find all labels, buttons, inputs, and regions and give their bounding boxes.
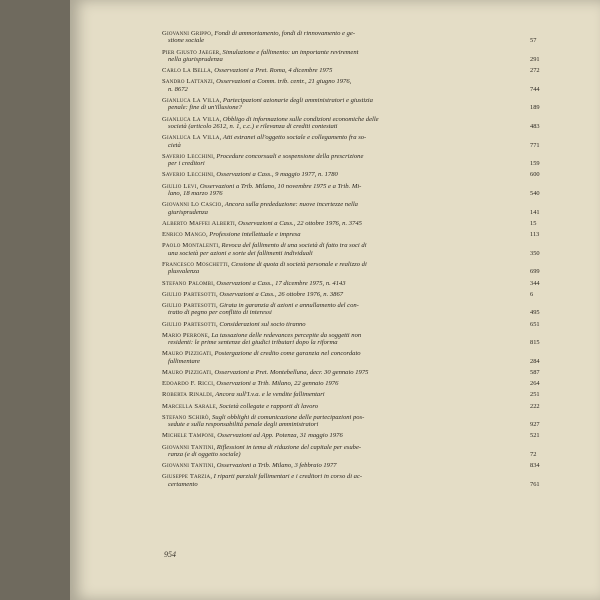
entry-title: Simulazione e fallimento: un importante revirement bbox=[222, 48, 359, 56]
entry-title-continuation: tratto di pegno per conflitto di interessi bbox=[168, 309, 272, 317]
entry-page-number: 927 bbox=[530, 421, 540, 429]
entry-author: Giulio Partesotti bbox=[162, 301, 217, 309]
entry-line: Giovanni Lo Cascio, Ancora sulla prededuzione: nuove incertezze nella bbox=[162, 201, 358, 209]
entry-author: Saverio Lecchini bbox=[162, 152, 214, 160]
entry-line: Edoardo F. Ricci, Osservazioni a Trib. Milano, 22 gennaio 1976 bbox=[162, 380, 339, 388]
entry-author: Giovanni Tantini bbox=[162, 443, 214, 451]
book-page bbox=[70, 0, 600, 600]
entry-author: Gianluca La Villa bbox=[162, 115, 220, 123]
entry-page-number: 834 bbox=[530, 462, 540, 470]
entry-title: Cessione di quota di società personale e realizzo di bbox=[231, 260, 367, 268]
entry-author: Giovanni Grippo bbox=[162, 30, 212, 37]
entry-title: Società collegate e rapporti di lavoro bbox=[219, 402, 319, 410]
entry-author: Mario Perrone bbox=[162, 331, 209, 339]
entry-author: Sandro Lattanzi bbox=[162, 78, 213, 86]
entry-title-continuation: fallimentare bbox=[168, 357, 200, 365]
entry-line: Michele Tamponi, Osservazioni ad App. Potenza, 31 maggio 1976 bbox=[162, 432, 343, 440]
entry-title: Professione intellettuale e impresa bbox=[209, 231, 301, 239]
entry-title: La tassazione delle redevances percepite da soggetti non bbox=[211, 331, 362, 339]
entry-author: Stefano Schirò bbox=[162, 413, 209, 421]
entry-line: Saverio Lecchini, Procedure concorsuali e sospensione della prescrizione bbox=[162, 152, 364, 160]
entry-line: Giulio Levi, Osservazioni a Trib. Milano, 10 novembre 1975 e a Trib. Mi- bbox=[162, 182, 362, 190]
index-entry bbox=[162, 432, 540, 440]
index-entry bbox=[162, 152, 540, 168]
entry-author: Mauro Pizzigati bbox=[162, 350, 212, 358]
index-entry bbox=[162, 30, 537, 45]
entry-author: Marcella Sarale bbox=[162, 402, 216, 410]
entry-line: Gianluca La Villa, Atti estranei all'oggetto sociale e collegamento fra so- bbox=[162, 134, 367, 142]
entry-title-continuation: una società per azioni e sorte dei fallimenti individuali bbox=[168, 249, 313, 257]
entry-title-continuation: plusvalenza bbox=[168, 268, 200, 276]
entry-page-number: 291 bbox=[530, 56, 540, 64]
index-entry bbox=[162, 279, 540, 287]
entry-title: Osservazioni a Pret. Roma, 4 dicembre 1975 bbox=[214, 67, 333, 75]
entry-author: Mauro Pizzigati bbox=[162, 368, 212, 376]
entry-title: Postergazione di credito come garanzia nel concordato bbox=[214, 350, 361, 358]
entry-title: Osservazioni a Trib. Milano, 10 novembre 1975 e a Trib. Mi- bbox=[199, 182, 362, 190]
entry-author: Giuseppe Tarzia bbox=[162, 473, 211, 481]
entry-line: Stefano Schirò, Sugli obblighi di comunicazione delle partecipazioni pos- bbox=[162, 413, 365, 421]
entry-author: Pier Giusto Jaeger bbox=[162, 48, 220, 56]
entry-page-number: 771 bbox=[530, 141, 540, 149]
entry-author: Giovanni Lo Cascio bbox=[162, 201, 222, 209]
index-entries bbox=[162, 30, 540, 492]
entry-line: Giovanni Tantini, Osservazioni a Trib. Milano, 3 febbraio 1977 bbox=[162, 462, 337, 470]
entry-author: Giovanni Tantini bbox=[162, 462, 214, 470]
index-entry bbox=[162, 134, 540, 149]
entry-title: Atti estranei all'oggetto sociale e collegamento fra so- bbox=[222, 134, 367, 142]
index-entry bbox=[162, 260, 540, 276]
entry-title: Ancora sulla prededuzione: nuove incertezze nella bbox=[224, 201, 358, 209]
entry-title-continuation: stione sociale bbox=[168, 37, 205, 45]
entry-line: Paolo Montalenti, Revoca del fallimento di una società di fatto tra soci di bbox=[162, 242, 367, 250]
entry-title-continuation: per i creditori bbox=[168, 160, 205, 168]
entry-page-number: 521 bbox=[530, 432, 540, 440]
entry-title-continuation: certamento bbox=[168, 480, 198, 488]
entry-line: Carlo La Bella, Osservazioni a Pret. Roma, 4 dicembre 1975 bbox=[162, 67, 333, 75]
entry-line: Roberta Rinaldi, Ancora sull'I.v.a. e le vendite fallimentari bbox=[162, 391, 325, 399]
entry-author: Roberta Rinaldi bbox=[162, 391, 212, 399]
index-entry bbox=[162, 242, 540, 257]
entry-page-number: 72 bbox=[530, 450, 537, 458]
entry-page-number: 15 bbox=[530, 219, 537, 227]
index-entry bbox=[162, 473, 540, 488]
entry-author: Giulio Partesotti bbox=[162, 290, 217, 298]
entry-page-number: 251 bbox=[530, 391, 540, 399]
entry-line: Sandro Lattanzi, Osservazioni a Comm. trib. centr., 21 giugno 1976, bbox=[162, 78, 352, 86]
entry-page-number: 272 bbox=[530, 67, 540, 75]
entry-page-number: 495 bbox=[530, 309, 540, 317]
entry-page-number: 699 bbox=[530, 268, 540, 276]
entry-title: Osservazioni ad App. Potenza, 31 maggio 1976 bbox=[217, 432, 343, 440]
entry-title: Ancora sull'I.v.a. e le vendite fallimentari bbox=[215, 391, 325, 399]
entry-author: Giulio Levi bbox=[162, 182, 197, 190]
entry-title-continuation: lano, 18 marzo 1976 bbox=[168, 190, 223, 198]
entry-title: Procedure concorsuali e sospensione della prescrizione bbox=[216, 152, 364, 160]
index-entry bbox=[162, 291, 532, 298]
entry-page-number: 587 bbox=[530, 368, 540, 376]
entry-line: Giulio Partesotti, Osservazioni a Cass., 26 ottobre 1976, n. 3867 bbox=[162, 290, 344, 298]
entry-line: Giuseppe Tarzia, I riparti parziali fallimentari e i creditori in corso di ac- bbox=[162, 473, 363, 481]
entry-title: Osservazioni a Comm. trib. centr., 21 giugno 1976, bbox=[216, 78, 352, 86]
entry-line: Giovanni Tantini, Riflessioni in tema di riduzione del capitale per esube- bbox=[162, 443, 362, 451]
entry-line: Mario Perrone, La tassazione delle redevances percepite da soggetti non bbox=[162, 331, 362, 339]
entry-title: Osservazioni a Pret. Montebelluna, decr. 30 gennaio 1975 bbox=[214, 368, 369, 376]
entry-page-number: 141 bbox=[530, 208, 540, 216]
entry-page-number: 483 bbox=[530, 123, 540, 131]
entry-line: Enrico Mango, Professione intellettuale e impresa bbox=[162, 231, 301, 239]
entry-title-continuation: sedute e sulla responsabilità penale degli amministratori bbox=[168, 421, 319, 429]
entry-title-continuation: n. 8672 bbox=[168, 85, 188, 93]
entry-title-continuation: cietà bbox=[168, 141, 181, 149]
index-entry bbox=[162, 201, 540, 216]
entry-title-continuation: ranza (e di oggetto sociale) bbox=[168, 450, 241, 458]
entry-author: Edoardo F. Ricci bbox=[162, 380, 214, 388]
entry-line: Stefano Palombi, Osservazioni a Cass., 17 dicembre 1975, n. 4143 bbox=[162, 279, 346, 287]
entry-title-continuation: giurisprudenza bbox=[168, 208, 208, 216]
entry-line: Mauro Pizzigati, Postergazione di credito come garanzia nel concordato bbox=[162, 350, 361, 358]
entry-title: Osservazioni a Trib. Milano, 3 febbraio 1977 bbox=[216, 462, 337, 470]
entry-author: Paolo Montalenti bbox=[162, 242, 219, 250]
index-entry bbox=[162, 443, 537, 459]
entry-author: Carlo La Bella bbox=[162, 67, 211, 75]
entry-title: Osservazioni a Cass., 9 maggio 1977, n. 1780 bbox=[216, 171, 338, 179]
index-entry bbox=[162, 115, 540, 131]
entry-author: Michele Tamponi bbox=[162, 432, 214, 440]
entry-page-number: 57 bbox=[530, 37, 537, 45]
entry-title: Girata in garanzia di azioni e annullamento del con- bbox=[219, 301, 359, 309]
index-entry bbox=[162, 219, 537, 227]
entry-line: Gianluca La Villa, Obbligo di informazione sulle condizioni economiche delle bbox=[162, 115, 379, 123]
index-entry bbox=[162, 48, 540, 64]
entry-page-number: 744 bbox=[530, 85, 540, 93]
entry-line: Marcella Sarale, Società collegate e rapporti di lavoro bbox=[162, 402, 319, 410]
entry-page-number: 600 bbox=[530, 171, 540, 179]
index-entry bbox=[162, 462, 540, 470]
entry-title: Obbligo di informazione sulle condizioni economiche delle bbox=[222, 115, 379, 123]
entry-title: Revoca del fallimento di una società di fatto tra soci di bbox=[221, 242, 367, 250]
entry-title: Fondi di ammortamento, fondi di rinnovamento e ge- bbox=[214, 30, 356, 37]
entry-line: Giovanni Grippo, Fondi di ammortamento, fondi di rinnovamento e ge- bbox=[162, 30, 356, 37]
index-entry bbox=[162, 368, 540, 376]
entry-title: Osservazioni a Cass., 17 dicembre 1975, n. 4143 bbox=[216, 279, 346, 287]
entry-line: Saverio Lecchini, Osservazioni a Cass., 9 maggio 1977, n. 1780 bbox=[162, 171, 338, 179]
index-entry bbox=[162, 391, 540, 399]
entry-page-number: 189 bbox=[530, 104, 540, 112]
index-entry bbox=[162, 350, 540, 365]
entry-title: Considerazioni sul socio tiranno bbox=[219, 320, 306, 328]
entry-title: Riflessioni in tema di riduzione del capitale per esube- bbox=[216, 443, 362, 451]
index-entry bbox=[162, 413, 540, 429]
index-entry bbox=[162, 171, 540, 179]
entry-line: Giulio Partesotti, Considerazioni sul socio tiranno bbox=[162, 320, 306, 328]
index-entry bbox=[162, 182, 540, 198]
entry-page-number: 222 bbox=[530, 402, 540, 410]
entry-line: Francesco Moschetti, Cessione di quota di società personale e realizzo di bbox=[162, 260, 367, 268]
entry-page-number: 284 bbox=[530, 357, 540, 365]
entry-line: Gianluca La Villa, Partecipazioni azionarie degli amministratori e giustizia bbox=[162, 97, 373, 105]
entry-page-number: 350 bbox=[530, 249, 540, 257]
entry-title-continuation: nella giurisprudenza bbox=[168, 56, 223, 64]
entry-title: Osservazioni a Trib. Milano, 22 gennaio 1976 bbox=[216, 380, 339, 388]
index-entry bbox=[162, 331, 540, 347]
index-entry bbox=[162, 67, 540, 75]
entry-line: Alberto Maffei Alberti, Osservazioni a Cass., 22 ottobre 1976, n. 3745 bbox=[162, 219, 362, 227]
entry-author: Alberto Maffei Alberti bbox=[162, 219, 235, 227]
entry-line: Mauro Pizzigati, Osservazioni a Pret. Montebelluna, decr. 30 gennaio 1975 bbox=[162, 368, 369, 376]
entry-page-number: 344 bbox=[530, 279, 540, 287]
entry-title-continuation: penale: fine di un'illusione? bbox=[168, 104, 242, 112]
entry-author: Giulio Partesotti bbox=[162, 320, 217, 328]
index-entry bbox=[162, 78, 540, 93]
entry-title: I riparti parziali fallimentari e i creditori in corso di ac- bbox=[213, 473, 363, 481]
entry-page-number: 540 bbox=[530, 190, 540, 198]
entry-line: Pier Giusto Jaeger, Simulazione e fallimento: un importante revirement bbox=[162, 48, 359, 56]
index-entry bbox=[162, 380, 540, 388]
page-number: 954 bbox=[164, 550, 176, 559]
entry-title: Osservazioni a Cass., 22 ottobre 1976, n. 3745 bbox=[238, 219, 362, 227]
entry-title: Sugli obblighi di comunicazione delle partecipazioni pos- bbox=[212, 413, 365, 421]
entry-page-number: 761 bbox=[530, 480, 540, 488]
entry-author: Francesco Moschetti bbox=[162, 260, 228, 268]
entry-author: Gianluca La Villa bbox=[162, 134, 220, 142]
entry-title-continuation: residenti: le prime sentenze dei giudici tributari dopo la riforma bbox=[168, 339, 338, 347]
index-entry bbox=[162, 97, 540, 112]
index-entry bbox=[162, 320, 540, 328]
entry-author: Saverio Lecchini bbox=[162, 171, 214, 179]
entry-author: Stefano Palombi bbox=[162, 279, 214, 287]
entry-title-continuation: società (articolo 2612, n. 1, c.c.) e rilevanza di crediti contestati bbox=[168, 123, 338, 131]
entry-page-number: 264 bbox=[530, 380, 540, 388]
entry-page-number: 6 bbox=[530, 290, 534, 298]
index-entry bbox=[162, 301, 540, 317]
entry-author: Gianluca La Villa bbox=[162, 97, 220, 105]
entry-title: Partecipazioni azionarie degli amministratori e giustizia bbox=[222, 97, 373, 105]
entry-line: Giulio Partesotti, Girata in garanzia di azioni e annullamento del con- bbox=[162, 301, 359, 309]
entry-page-number: 651 bbox=[530, 320, 540, 328]
entry-page-number: 815 bbox=[530, 339, 540, 347]
entry-author: Enrico Mango bbox=[162, 231, 206, 239]
index-entry bbox=[162, 231, 540, 239]
entry-page-number: 159 bbox=[530, 160, 540, 168]
entry-title: Osservazioni a Cass., 26 ottobre 1976, n. 3867 bbox=[219, 290, 344, 298]
entry-page-number: 113 bbox=[530, 231, 540, 239]
index-entry bbox=[162, 402, 540, 410]
